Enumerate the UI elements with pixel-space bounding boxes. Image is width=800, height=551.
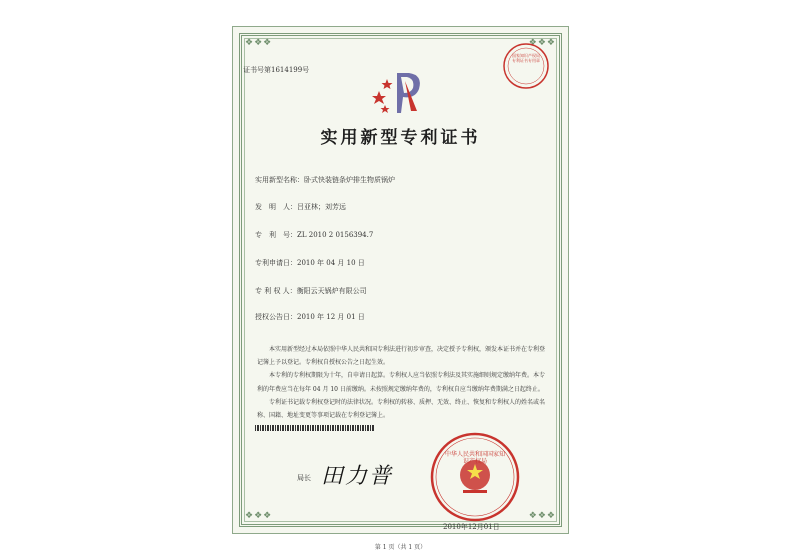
sipo-emblem-icon [371,67,431,117]
field-inventor: 发 明 人：吕亚林；刘芳远 [255,203,346,211]
certificate-title: 实用新型专利证书 [320,128,481,148]
field-patentee: 专 利 权 人：衡阳云天锅炉有限公司 [255,287,367,295]
national-seal-icon [429,431,521,523]
patent-certificate [232,26,569,551]
seal-text: 国家知识产权局专利证书专用章 [512,53,540,63]
field-patent-number: 专 利 号：ZL 2010 2 0156394.7 [255,231,374,239]
director-signature: 田力普 [321,464,394,489]
certificate-body [257,343,547,422]
corner-ornament-icon: ❖❖❖ [528,38,556,48]
corner-ornament-icon: ❖❖❖ [245,38,273,48]
corner-ornament-icon: ❖❖❖ [245,511,273,521]
field-grant-date: 授权公告日：2010 年 12 月 01 日 [255,313,365,321]
field-application-date: 专利申请日：2010 年 04 月 10 日 [255,259,365,267]
patent-office-seal-icon [501,41,551,91]
body-paragraph: 专利证书记载专利权登记时的法律状况。专利权的转移、质押、无效、终止、恢复和专利权人的姓名或名称、国籍、地址变更等事项记载在专利登记簿上。 [257,398,546,420]
page-number: 第 1 页（共 1 页） [374,544,427,551]
field-utility-model-name: 实用新型名称：卧式快装链条炉排生物质锅炉 [255,176,395,184]
seal-main-text: 中华人民共和国国家知识产权局 [445,451,506,465]
corner-ornament-icon: ❖❖❖ [528,511,556,521]
certificate-number: 证书号第1614199号 [243,66,310,74]
director-label: 局长 [297,474,311,482]
barcode [255,425,375,431]
issue-date: 2010年12月01日 [443,523,500,531]
body-paragraph: 本实用新型经过本局依照中华人民共和国专利法进行初步审查，决定授予专利权，颁发本证书并在专利登记簿上予以登记。专利权自授权公告之日起生效。 [257,346,546,367]
body-paragraph: 本专利的专利权期限为十年，自申请日起算。专利权人应当依照专利法及其实施细则规定缴纳年费。本专利的年费应当在每年 04 月 10 日前缴纳。未按照规定缴纳年费的，专利权自应当缴纳年费期满之日起终止。 [257,372,546,393]
